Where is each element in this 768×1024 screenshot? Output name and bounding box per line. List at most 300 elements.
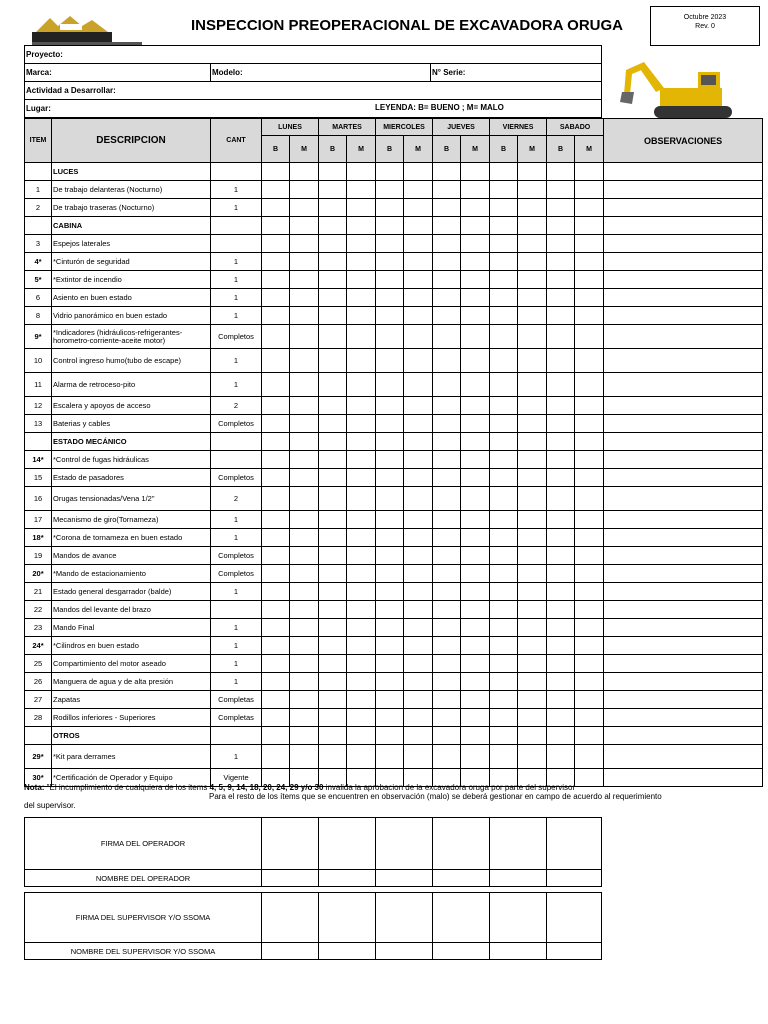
supervisor-signature-cell[interactable] <box>262 893 319 943</box>
good-check-cell[interactable] <box>490 253 518 271</box>
good-check-cell[interactable] <box>319 583 347 601</box>
bad-check-cell[interactable] <box>404 673 433 691</box>
good-check-cell[interactable] <box>547 307 575 325</box>
operator-signature-cell[interactable] <box>433 818 490 870</box>
good-check-cell[interactable] <box>433 235 461 253</box>
good-check-cell[interactable] <box>490 511 518 529</box>
bad-check-cell[interactable] <box>404 511 433 529</box>
good-check-cell[interactable] <box>262 451 290 469</box>
bad-check-cell[interactable] <box>461 433 490 451</box>
good-check-cell[interactable] <box>490 235 518 253</box>
good-check-cell[interactable] <box>319 727 347 745</box>
good-check-cell[interactable] <box>262 745 290 769</box>
observation-cell[interactable] <box>604 601 763 619</box>
bad-check-cell[interactable] <box>404 487 433 511</box>
bad-check-cell[interactable] <box>575 325 604 349</box>
good-check-cell[interactable] <box>490 637 518 655</box>
good-check-cell[interactable] <box>376 745 404 769</box>
bad-check-cell[interactable] <box>518 253 547 271</box>
bad-check-cell[interactable] <box>404 601 433 619</box>
bad-check-cell[interactable] <box>290 163 319 181</box>
observation-cell[interactable] <box>604 469 763 487</box>
bad-check-cell[interactable] <box>347 217 376 235</box>
bad-check-cell[interactable] <box>290 181 319 199</box>
bad-check-cell[interactable] <box>347 415 376 433</box>
bad-check-cell[interactable] <box>575 601 604 619</box>
bad-check-cell[interactable] <box>404 583 433 601</box>
good-check-cell[interactable] <box>547 349 575 373</box>
good-check-cell[interactable] <box>319 529 347 547</box>
good-check-cell[interactable] <box>433 655 461 673</box>
bad-check-cell[interactable] <box>347 253 376 271</box>
supervisor-name-cell[interactable] <box>319 943 376 960</box>
bad-check-cell[interactable] <box>404 565 433 583</box>
bad-check-cell[interactable] <box>575 547 604 565</box>
good-check-cell[interactable] <box>547 745 575 769</box>
good-check-cell[interactable] <box>376 709 404 727</box>
good-check-cell[interactable] <box>547 181 575 199</box>
good-check-cell[interactable] <box>547 601 575 619</box>
good-check-cell[interactable] <box>319 487 347 511</box>
bad-check-cell[interactable] <box>347 271 376 289</box>
good-check-cell[interactable] <box>490 529 518 547</box>
good-check-cell[interactable] <box>319 199 347 217</box>
bad-check-cell[interactable] <box>404 199 433 217</box>
bad-check-cell[interactable] <box>290 673 319 691</box>
bad-check-cell[interactable] <box>518 289 547 307</box>
good-check-cell[interactable] <box>433 199 461 217</box>
observation-cell[interactable] <box>604 637 763 655</box>
observation-cell[interactable] <box>604 163 763 181</box>
good-check-cell[interactable] <box>376 655 404 673</box>
good-check-cell[interactable] <box>490 217 518 235</box>
bad-check-cell[interactable] <box>461 451 490 469</box>
good-check-cell[interactable] <box>433 709 461 727</box>
bad-check-cell[interactable] <box>461 163 490 181</box>
good-check-cell[interactable] <box>547 529 575 547</box>
good-check-cell[interactable] <box>433 745 461 769</box>
bad-check-cell[interactable] <box>290 397 319 415</box>
bad-check-cell[interactable] <box>347 163 376 181</box>
bad-check-cell[interactable] <box>347 637 376 655</box>
good-check-cell[interactable] <box>433 547 461 565</box>
bad-check-cell[interactable] <box>347 583 376 601</box>
good-check-cell[interactable] <box>433 415 461 433</box>
supervisor-name-cell[interactable] <box>376 943 433 960</box>
bad-check-cell[interactable] <box>347 181 376 199</box>
good-check-cell[interactable] <box>547 637 575 655</box>
observation-cell[interactable] <box>604 307 763 325</box>
bad-check-cell[interactable] <box>461 547 490 565</box>
good-check-cell[interactable] <box>376 253 404 271</box>
bad-check-cell[interactable] <box>404 637 433 655</box>
good-check-cell[interactable] <box>547 691 575 709</box>
good-check-cell[interactable] <box>262 709 290 727</box>
good-check-cell[interactable] <box>490 691 518 709</box>
bad-check-cell[interactable] <box>461 373 490 397</box>
good-check-cell[interactable] <box>262 235 290 253</box>
good-check-cell[interactable] <box>262 655 290 673</box>
good-check-cell[interactable] <box>490 307 518 325</box>
good-check-cell[interactable] <box>433 397 461 415</box>
bad-check-cell[interactable] <box>347 397 376 415</box>
good-check-cell[interactable] <box>376 469 404 487</box>
bad-check-cell[interactable] <box>518 619 547 637</box>
bad-check-cell[interactable] <box>347 433 376 451</box>
bad-check-cell[interactable] <box>404 433 433 451</box>
bad-check-cell[interactable] <box>404 415 433 433</box>
good-check-cell[interactable] <box>490 745 518 769</box>
bad-check-cell[interactable] <box>575 637 604 655</box>
bad-check-cell[interactable] <box>347 199 376 217</box>
good-check-cell[interactable] <box>490 163 518 181</box>
bad-check-cell[interactable] <box>518 583 547 601</box>
good-check-cell[interactable] <box>433 271 461 289</box>
bad-check-cell[interactable] <box>461 511 490 529</box>
good-check-cell[interactable] <box>547 451 575 469</box>
bad-check-cell[interactable] <box>461 325 490 349</box>
bad-check-cell[interactable] <box>518 307 547 325</box>
bad-check-cell[interactable] <box>290 487 319 511</box>
brand-field[interactable]: Marca: <box>25 64 211 82</box>
bad-check-cell[interactable] <box>404 655 433 673</box>
supervisor-name-cell[interactable] <box>490 943 547 960</box>
good-check-cell[interactable] <box>433 529 461 547</box>
good-check-cell[interactable] <box>490 727 518 745</box>
operator-signature-cell[interactable] <box>490 818 547 870</box>
good-check-cell[interactable] <box>262 163 290 181</box>
bad-check-cell[interactable] <box>290 709 319 727</box>
bad-check-cell[interactable] <box>461 745 490 769</box>
good-check-cell[interactable] <box>433 565 461 583</box>
good-check-cell[interactable] <box>319 235 347 253</box>
good-check-cell[interactable] <box>547 373 575 397</box>
bad-check-cell[interactable] <box>347 373 376 397</box>
observation-cell[interactable] <box>604 325 763 349</box>
operator-signature-cell[interactable] <box>319 818 376 870</box>
bad-check-cell[interactable] <box>461 619 490 637</box>
bad-check-cell[interactable] <box>518 745 547 769</box>
good-check-cell[interactable] <box>547 469 575 487</box>
good-check-cell[interactable] <box>262 397 290 415</box>
good-check-cell[interactable] <box>376 619 404 637</box>
good-check-cell[interactable] <box>319 415 347 433</box>
bad-check-cell[interactable] <box>461 709 490 727</box>
bad-check-cell[interactable] <box>347 289 376 307</box>
good-check-cell[interactable] <box>490 547 518 565</box>
bad-check-cell[interactable] <box>404 469 433 487</box>
supervisor-signature-cell[interactable] <box>433 893 490 943</box>
bad-check-cell[interactable] <box>518 433 547 451</box>
good-check-cell[interactable] <box>319 745 347 769</box>
good-check-cell[interactable] <box>319 307 347 325</box>
bad-check-cell[interactable] <box>347 691 376 709</box>
good-check-cell[interactable] <box>490 487 518 511</box>
good-check-cell[interactable] <box>547 271 575 289</box>
good-check-cell[interactable] <box>547 655 575 673</box>
bad-check-cell[interactable] <box>347 565 376 583</box>
good-check-cell[interactable] <box>376 511 404 529</box>
good-check-cell[interactable] <box>547 397 575 415</box>
good-check-cell[interactable] <box>376 451 404 469</box>
observation-cell[interactable] <box>604 727 763 745</box>
bad-check-cell[interactable] <box>347 487 376 511</box>
good-check-cell[interactable] <box>433 673 461 691</box>
bad-check-cell[interactable] <box>575 373 604 397</box>
bad-check-cell[interactable] <box>404 217 433 235</box>
bad-check-cell[interactable] <box>518 487 547 511</box>
bad-check-cell[interactable] <box>404 349 433 373</box>
bad-check-cell[interactable] <box>347 547 376 565</box>
bad-check-cell[interactable] <box>290 433 319 451</box>
bad-check-cell[interactable] <box>518 655 547 673</box>
good-check-cell[interactable] <box>376 529 404 547</box>
bad-check-cell[interactable] <box>461 529 490 547</box>
good-check-cell[interactable] <box>376 289 404 307</box>
good-check-cell[interactable] <box>376 181 404 199</box>
bad-check-cell[interactable] <box>404 547 433 565</box>
bad-check-cell[interactable] <box>290 655 319 673</box>
observation-cell[interactable] <box>604 565 763 583</box>
good-check-cell[interactable] <box>262 673 290 691</box>
observation-cell[interactable] <box>604 181 763 199</box>
bad-check-cell[interactable] <box>347 349 376 373</box>
bad-check-cell[interactable] <box>518 271 547 289</box>
good-check-cell[interactable] <box>433 469 461 487</box>
bad-check-cell[interactable] <box>347 451 376 469</box>
good-check-cell[interactable] <box>490 709 518 727</box>
good-check-cell[interactable] <box>433 325 461 349</box>
good-check-cell[interactable] <box>433 511 461 529</box>
good-check-cell[interactable] <box>433 727 461 745</box>
bad-check-cell[interactable] <box>518 451 547 469</box>
good-check-cell[interactable] <box>262 583 290 601</box>
good-check-cell[interactable] <box>547 253 575 271</box>
bad-check-cell[interactable] <box>575 397 604 415</box>
activity-field[interactable]: Actividad a Desarrollar: <box>25 82 602 100</box>
bad-check-cell[interactable] <box>518 529 547 547</box>
good-check-cell[interactable] <box>547 289 575 307</box>
bad-check-cell[interactable] <box>518 691 547 709</box>
good-check-cell[interactable] <box>490 199 518 217</box>
bad-check-cell[interactable] <box>347 601 376 619</box>
bad-check-cell[interactable] <box>575 619 604 637</box>
bad-check-cell[interactable] <box>518 349 547 373</box>
good-check-cell[interactable] <box>547 673 575 691</box>
good-check-cell[interactable] <box>547 727 575 745</box>
good-check-cell[interactable] <box>262 349 290 373</box>
observation-cell[interactable] <box>604 511 763 529</box>
bad-check-cell[interactable] <box>461 691 490 709</box>
bad-check-cell[interactable] <box>347 325 376 349</box>
bad-check-cell[interactable] <box>290 547 319 565</box>
bad-check-cell[interactable] <box>290 271 319 289</box>
good-check-cell[interactable] <box>376 397 404 415</box>
good-check-cell[interactable] <box>319 433 347 451</box>
bad-check-cell[interactable] <box>404 307 433 325</box>
bad-check-cell[interactable] <box>290 601 319 619</box>
observation-cell[interactable] <box>604 253 763 271</box>
bad-check-cell[interactable] <box>518 397 547 415</box>
good-check-cell[interactable] <box>433 373 461 397</box>
bad-check-cell[interactable] <box>518 565 547 583</box>
good-check-cell[interactable] <box>433 637 461 655</box>
good-check-cell[interactable] <box>376 373 404 397</box>
bad-check-cell[interactable] <box>404 289 433 307</box>
good-check-cell[interactable] <box>433 307 461 325</box>
good-check-cell[interactable] <box>490 433 518 451</box>
good-check-cell[interactable] <box>262 373 290 397</box>
bad-check-cell[interactable] <box>461 289 490 307</box>
bad-check-cell[interactable] <box>575 691 604 709</box>
bad-check-cell[interactable] <box>347 745 376 769</box>
good-check-cell[interactable] <box>490 619 518 637</box>
supervisor-signature-cell[interactable] <box>376 893 433 943</box>
good-check-cell[interactable] <box>547 511 575 529</box>
good-check-cell[interactable] <box>433 217 461 235</box>
operator-signature-cell[interactable] <box>547 818 602 870</box>
good-check-cell[interactable] <box>547 433 575 451</box>
good-check-cell[interactable] <box>319 637 347 655</box>
bad-check-cell[interactable] <box>575 271 604 289</box>
bad-check-cell[interactable] <box>575 583 604 601</box>
observation-cell[interactable] <box>604 691 763 709</box>
bad-check-cell[interactable] <box>404 397 433 415</box>
bad-check-cell[interactable] <box>575 415 604 433</box>
observation-cell[interactable] <box>604 217 763 235</box>
bad-check-cell[interactable] <box>518 673 547 691</box>
bad-check-cell[interactable] <box>518 217 547 235</box>
bad-check-cell[interactable] <box>347 529 376 547</box>
bad-check-cell[interactable] <box>461 199 490 217</box>
bad-check-cell[interactable] <box>404 181 433 199</box>
project-field[interactable]: Proyecto: <box>25 46 602 64</box>
good-check-cell[interactable] <box>376 415 404 433</box>
good-check-cell[interactable] <box>547 487 575 511</box>
bad-check-cell[interactable] <box>518 601 547 619</box>
bad-check-cell[interactable] <box>575 349 604 373</box>
observation-cell[interactable] <box>604 451 763 469</box>
bad-check-cell[interactable] <box>518 199 547 217</box>
bad-check-cell[interactable] <box>290 469 319 487</box>
good-check-cell[interactable] <box>433 433 461 451</box>
bad-check-cell[interactable] <box>575 289 604 307</box>
good-check-cell[interactable] <box>433 289 461 307</box>
good-check-cell[interactable] <box>262 619 290 637</box>
good-check-cell[interactable] <box>262 307 290 325</box>
good-check-cell[interactable] <box>319 655 347 673</box>
good-check-cell[interactable] <box>376 271 404 289</box>
observation-cell[interactable] <box>604 745 763 769</box>
bad-check-cell[interactable] <box>518 727 547 745</box>
good-check-cell[interactable] <box>376 637 404 655</box>
bad-check-cell[interactable] <box>461 637 490 655</box>
bad-check-cell[interactable] <box>290 637 319 655</box>
bad-check-cell[interactable] <box>290 529 319 547</box>
good-check-cell[interactable] <box>319 565 347 583</box>
operator-name-cell[interactable] <box>262 870 319 887</box>
good-check-cell[interactable] <box>262 487 290 511</box>
good-check-cell[interactable] <box>433 349 461 373</box>
good-check-cell[interactable] <box>376 199 404 217</box>
good-check-cell[interactable] <box>262 727 290 745</box>
bad-check-cell[interactable] <box>575 433 604 451</box>
good-check-cell[interactable] <box>319 349 347 373</box>
good-check-cell[interactable] <box>376 727 404 745</box>
bad-check-cell[interactable] <box>290 583 319 601</box>
good-check-cell[interactable] <box>319 469 347 487</box>
good-check-cell[interactable] <box>376 691 404 709</box>
bad-check-cell[interactable] <box>461 673 490 691</box>
good-check-cell[interactable] <box>376 163 404 181</box>
bad-check-cell[interactable] <box>575 451 604 469</box>
bad-check-cell[interactable] <box>347 511 376 529</box>
good-check-cell[interactable] <box>490 655 518 673</box>
bad-check-cell[interactable] <box>575 727 604 745</box>
good-check-cell[interactable] <box>319 253 347 271</box>
bad-check-cell[interactable] <box>347 235 376 253</box>
bad-check-cell[interactable] <box>347 619 376 637</box>
bad-check-cell[interactable] <box>575 235 604 253</box>
observation-cell[interactable] <box>604 673 763 691</box>
good-check-cell[interactable] <box>490 349 518 373</box>
bad-check-cell[interactable] <box>575 307 604 325</box>
good-check-cell[interactable] <box>547 709 575 727</box>
observation-cell[interactable] <box>604 199 763 217</box>
bad-check-cell[interactable] <box>575 529 604 547</box>
good-check-cell[interactable] <box>433 601 461 619</box>
bad-check-cell[interactable] <box>290 691 319 709</box>
good-check-cell[interactable] <box>490 415 518 433</box>
good-check-cell[interactable] <box>262 547 290 565</box>
good-check-cell[interactable] <box>262 691 290 709</box>
observation-cell[interactable] <box>604 529 763 547</box>
good-check-cell[interactable] <box>262 601 290 619</box>
good-check-cell[interactable] <box>319 397 347 415</box>
bad-check-cell[interactable] <box>518 511 547 529</box>
good-check-cell[interactable] <box>376 565 404 583</box>
bad-check-cell[interactable] <box>575 217 604 235</box>
good-check-cell[interactable] <box>547 217 575 235</box>
bad-check-cell[interactable] <box>404 745 433 769</box>
good-check-cell[interactable] <box>319 163 347 181</box>
bad-check-cell[interactable] <box>461 601 490 619</box>
good-check-cell[interactable] <box>433 181 461 199</box>
bad-check-cell[interactable] <box>404 451 433 469</box>
good-check-cell[interactable] <box>547 619 575 637</box>
bad-check-cell[interactable] <box>290 235 319 253</box>
supervisor-signature-cell[interactable] <box>547 893 602 943</box>
bad-check-cell[interactable] <box>290 415 319 433</box>
bad-check-cell[interactable] <box>404 529 433 547</box>
bad-check-cell[interactable] <box>575 181 604 199</box>
bad-check-cell[interactable] <box>290 325 319 349</box>
good-check-cell[interactable] <box>319 691 347 709</box>
good-check-cell[interactable] <box>376 325 404 349</box>
good-check-cell[interactable] <box>262 415 290 433</box>
good-check-cell[interactable] <box>319 547 347 565</box>
good-check-cell[interactable] <box>490 181 518 199</box>
bad-check-cell[interactable] <box>290 745 319 769</box>
good-check-cell[interactable] <box>433 691 461 709</box>
bad-check-cell[interactable] <box>575 655 604 673</box>
bad-check-cell[interactable] <box>575 253 604 271</box>
bad-check-cell[interactable] <box>575 487 604 511</box>
good-check-cell[interactable] <box>433 619 461 637</box>
bad-check-cell[interactable] <box>518 415 547 433</box>
bad-check-cell[interactable] <box>347 709 376 727</box>
bad-check-cell[interactable] <box>461 181 490 199</box>
